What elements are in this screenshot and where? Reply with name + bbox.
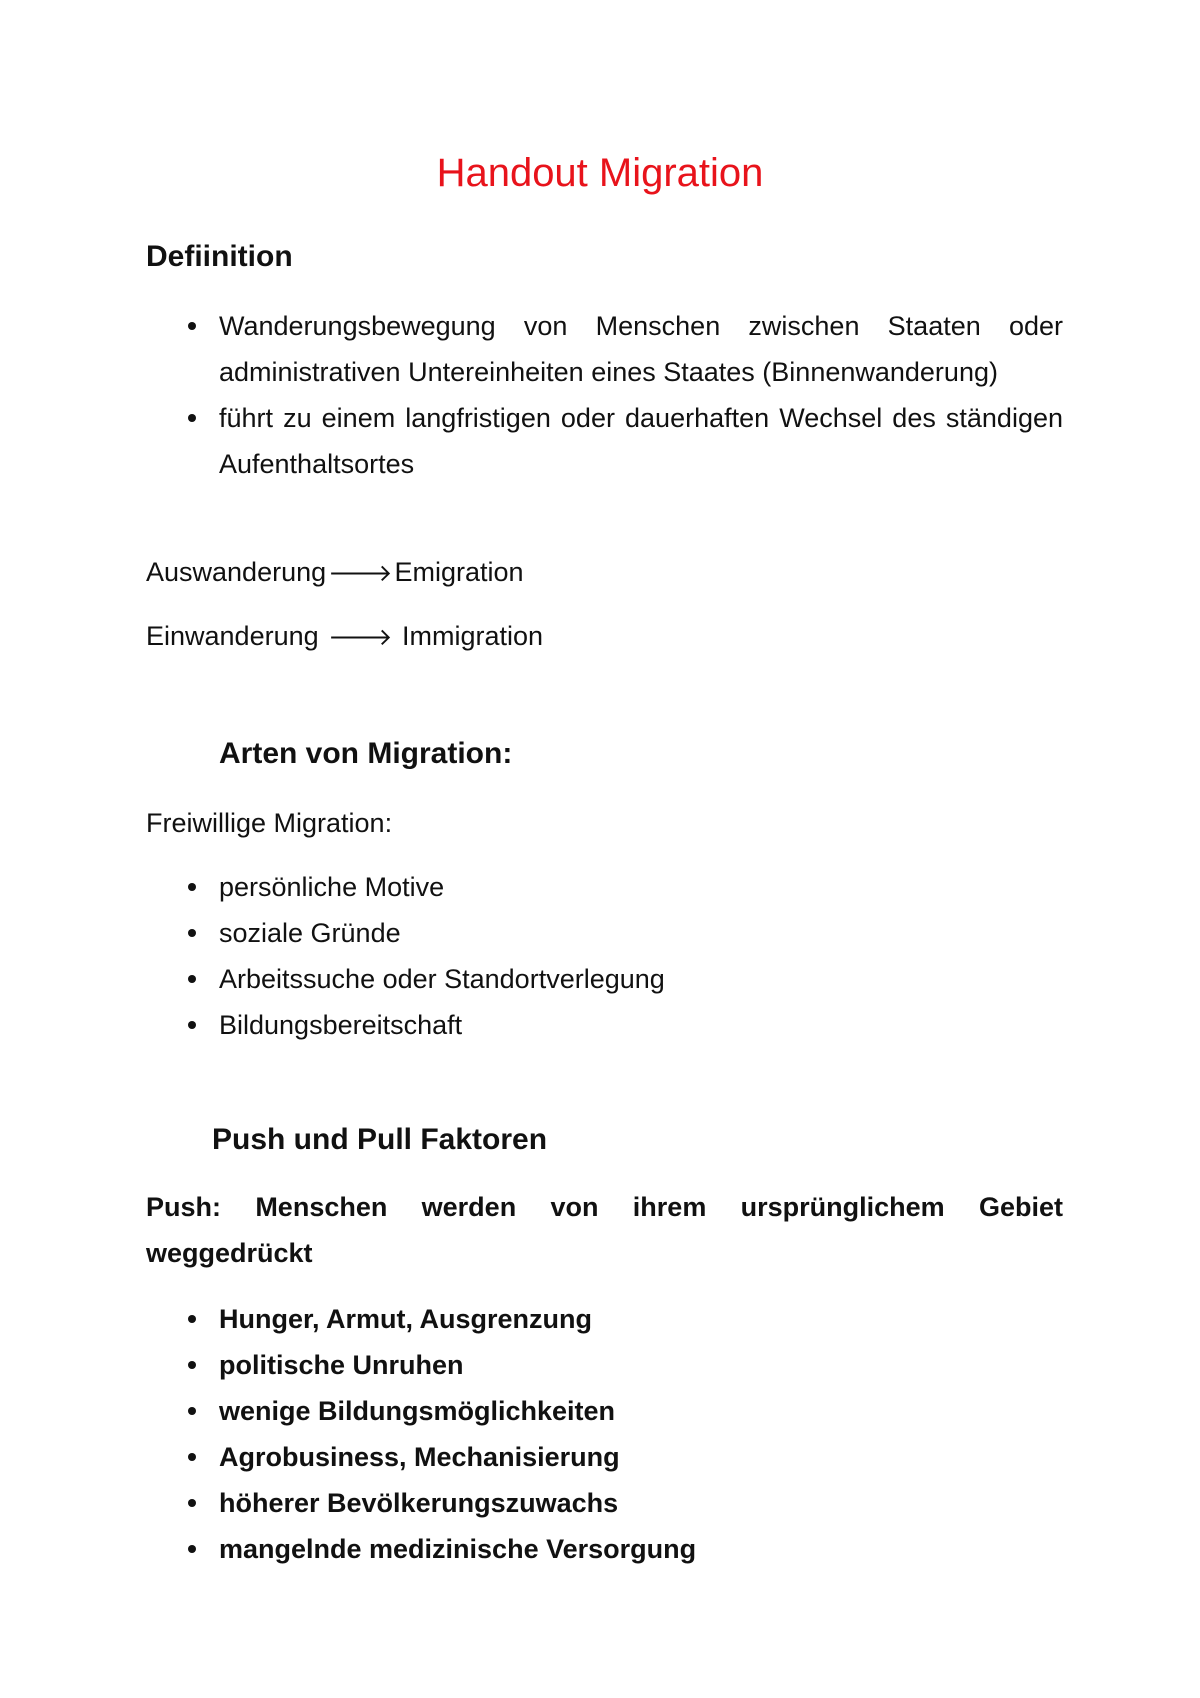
definition-bullet-1: Wanderungsbewegung von Menschen zwischen Staaten oder administrativen Untereinheiten eines Staates (Binnenwanderung)	[219, 311, 1063, 387]
auswanderung-term: Auswanderung	[146, 557, 327, 587]
list-item	[146, 1480, 1063, 1526]
list-item	[146, 1296, 1063, 1342]
einwanderung-term: Einwanderung	[146, 621, 327, 651]
bullet-icon	[188, 1499, 196, 1507]
push-pull-heading: Push und Pull Faktoren	[212, 1123, 548, 1156]
emigration-term: Emigration	[394, 557, 524, 587]
list-item	[146, 1002, 1063, 1048]
list-item	[146, 1342, 1063, 1388]
arten-bullet-4: Bildungsbereitschaft	[219, 1010, 463, 1040]
push-bullet-3: wenige Bildungsmöglichkeiten	[219, 1396, 616, 1426]
document-title: Handout Migration	[436, 151, 764, 195]
arten-heading: Arten von Migration:	[219, 737, 513, 770]
push-word: werden	[421, 1192, 517, 1222]
push-bullet-4: Agrobusiness, Mechanisierung	[219, 1442, 620, 1472]
push-word: ursprünglichem	[740, 1192, 945, 1222]
bullet-icon	[188, 322, 196, 330]
push-word: Push:	[146, 1192, 222, 1222]
list-item	[146, 956, 1063, 1002]
list-item	[146, 1434, 1063, 1480]
list-item	[146, 864, 1063, 910]
push-definition-line-2: weggedrückt	[146, 1238, 313, 1268]
push-word: Menschen	[255, 1192, 388, 1222]
arten-bullet-3: Arbeitssuche oder Standortverlegung	[219, 964, 665, 994]
bullet-icon	[188, 1361, 196, 1369]
bullet-icon	[188, 1315, 196, 1323]
bullet-icon	[188, 929, 196, 937]
push-bullet-5: höherer Bevölkerungszuwachs	[219, 1488, 619, 1518]
definition-bullet-2: führt zu einem langfristigen oder dauerhaften Wechsel des ständigen Aufenthaltsortes	[219, 403, 1063, 479]
push-definition	[146, 1184, 1063, 1276]
list-item	[146, 395, 1063, 487]
list-item	[146, 910, 1063, 956]
freiwillige-subheading: Freiwillige Migration:	[146, 808, 393, 838]
definition-heading: Defiinition	[146, 240, 293, 273]
arten-bullet-2: soziale Gründe	[219, 918, 401, 948]
bullet-icon	[188, 975, 196, 983]
arten-bullet-1: persönliche Motive	[219, 872, 445, 902]
bullet-icon	[188, 883, 196, 891]
list-item	[146, 1526, 1063, 1572]
auswanderung-line	[146, 549, 524, 596]
definition-list	[146, 303, 1063, 487]
arrow-right-icon: 🡒	[328, 559, 393, 587]
push-word: von	[550, 1192, 599, 1222]
bullet-icon	[188, 1545, 196, 1553]
push-bullet-6: mangelnde medizinische Versorgung	[219, 1534, 697, 1564]
bullet-icon	[188, 414, 196, 422]
bullet-icon	[188, 1407, 196, 1415]
push-factor-list	[146, 1296, 1063, 1572]
push-word: Gebiet	[978, 1192, 1063, 1222]
bullet-icon	[188, 1453, 196, 1461]
immigration-term: Immigration	[394, 621, 544, 651]
einwanderung-line	[146, 613, 543, 660]
push-definition-line-1	[146, 1184, 1063, 1230]
arten-list	[146, 864, 1063, 1048]
push-bullet-2: politische Unruhen	[219, 1350, 464, 1380]
bullet-icon	[188, 1021, 196, 1029]
push-bullet-1: Hunger, Armut, Ausgrenzung	[219, 1304, 593, 1334]
list-item	[146, 1388, 1063, 1434]
list-item	[146, 303, 1063, 395]
arrow-right-icon: 🡒	[328, 623, 393, 651]
push-word: ihrem	[632, 1192, 707, 1222]
